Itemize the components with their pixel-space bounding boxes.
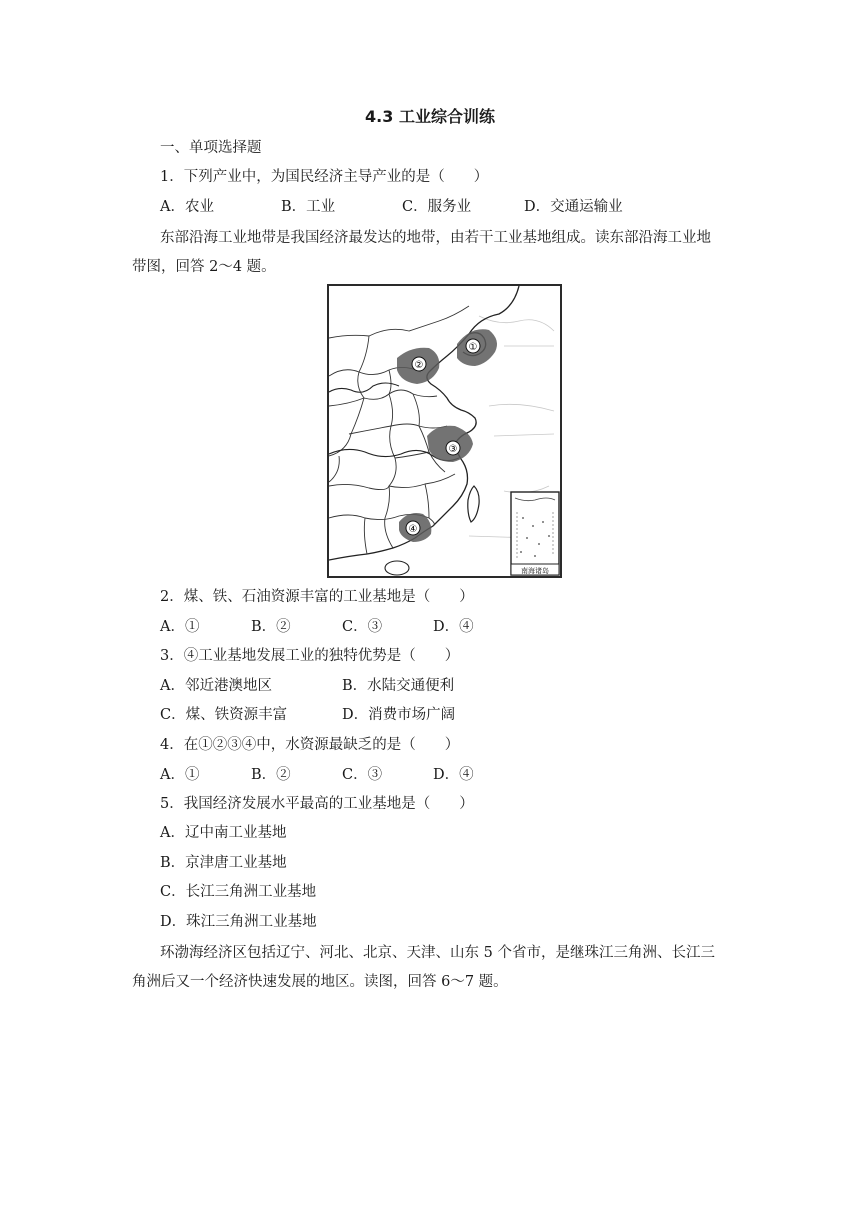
map-drawing [329,286,560,576]
question-2-option-c: C．③ [342,619,383,635]
marker-1-label: ① [468,342,478,353]
section-heading: 一、单项选择题 [160,140,262,156]
question-4-option-a: A．① [160,767,200,783]
marker-2-label: ② [414,360,424,371]
question-1-option-b: B．工业 [281,199,336,215]
question-4-stem: 4．在①②③④中，水资源最缺乏的是（ ） [160,737,460,753]
question-5-stem: 5．我国经济发展水平最高的工业基地是（ ） [160,796,474,812]
inset-label: 南海诸岛 [521,567,549,575]
question-1-stem: 1．下列产业中，为国民经济主导产业的是（ ） [160,169,489,185]
question-5-option-a: A．辽中南工业基地 [160,825,287,841]
question-3-option-d: D．消费市场广阔 [342,707,456,723]
intro-paragraph-1-line-2: 带图，回答 2～4 题。 [132,259,276,275]
question-3-option-a: A．邻近港澳地区 [160,678,272,694]
question-1-option-c: C．服务业 [402,199,472,215]
question-5-option-c: C．长江三角洲工业基地 [160,884,317,900]
question-3-option-c: C．煤、铁资源丰富 [160,707,288,723]
intro-paragraph-2-line-2: 角洲后又一个经济快速发展的地区。读图，回答 6～7 题。 [132,974,508,990]
question-4-option-c: C．③ [342,767,383,783]
intro-paragraph-1-line-1: 东部沿海工业地带是我国经济最发达的地带，由若干工业基地组成。读东部沿海工业地 [160,230,711,246]
marker-4-label: ④ [408,524,418,535]
page-title: 4.3 工业综合训练 [365,107,495,126]
hainan-outline [385,561,409,575]
question-3-option-b: B．水陆交通便利 [342,678,455,694]
question-2-option-b: B．② [251,619,291,635]
marker-3-label: ③ [448,444,458,455]
question-1-option-d: D．交通运输业 [524,199,623,215]
question-2-stem: 2．煤、铁、石油资源丰富的工业基地是（ ） [160,589,474,605]
question-4-option-d: D．④ [433,767,474,783]
question-5-option-b: B．京津唐工业基地 [160,855,287,871]
question-2-option-a: A．① [160,619,200,635]
question-2-option-d: D．④ [433,619,474,635]
east-coast-industrial-map [327,284,562,578]
south-china-sea-inset [511,492,559,575]
taiwan-outline [468,486,479,522]
question-3-stem: 3．④工业基地发展工业的独特优势是（ ） [160,648,460,664]
question-4-option-b: B．② [251,767,291,783]
intro-paragraph-2-line-1: 环渤海经济区包括辽宁、河北、北京、天津、山东 5 个省市，是继珠江三角洲、长江三 [160,945,715,961]
inset-frame [511,492,559,575]
question-5-option-d: D．珠江三角洲工业基地 [160,914,317,930]
question-1-option-a: A．农业 [160,199,214,215]
